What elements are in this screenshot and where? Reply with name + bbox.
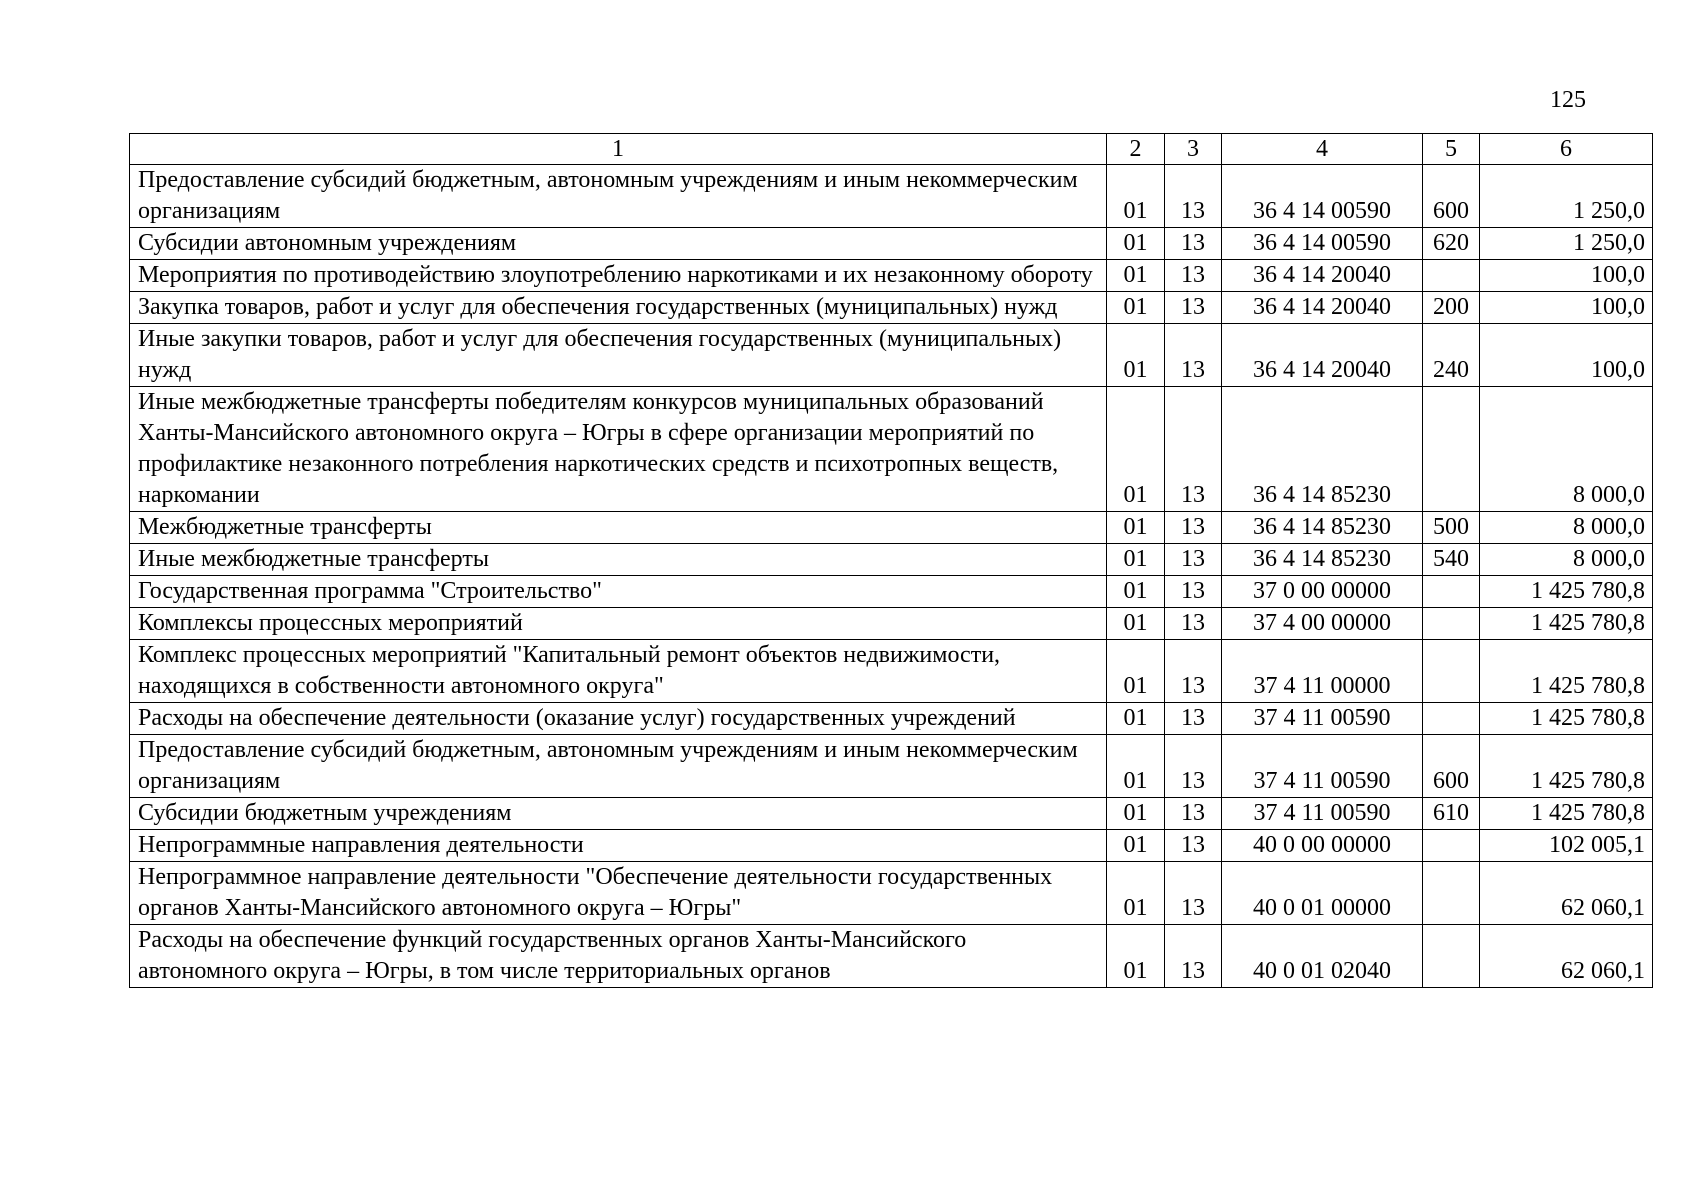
table-row xyxy=(130,324,1653,387)
row-subsection-code: 13 xyxy=(1165,925,1222,988)
column-header-5: 5 xyxy=(1423,134,1480,165)
row-subsection-code: 13 xyxy=(1165,798,1222,830)
row-section-code: 01 xyxy=(1107,735,1165,798)
row-target-code: 36 4 14 20040 xyxy=(1222,292,1423,324)
row-amount: 1 425 780,8 xyxy=(1480,640,1653,703)
row-subsection-code: 13 xyxy=(1165,640,1222,703)
row-subsection-code: 13 xyxy=(1165,260,1222,292)
row-expense-type-code: 620 xyxy=(1423,228,1480,260)
row-amount: 102 005,1 xyxy=(1480,830,1653,862)
row-name: Закупка товаров, работ и услуг для обеспечения государственных (муниципальных) нужд xyxy=(130,292,1107,324)
row-name: Непрограммные направления деятельности xyxy=(130,830,1107,862)
row-target-code: 40 0 00 00000 xyxy=(1222,830,1423,862)
table-row xyxy=(130,640,1653,703)
row-target-code: 40 0 01 02040 xyxy=(1222,925,1423,988)
row-expense-type-code xyxy=(1423,925,1480,988)
row-expense-type-code xyxy=(1423,830,1480,862)
row-expense-type-code xyxy=(1423,387,1480,512)
table-row xyxy=(130,260,1653,292)
row-amount: 1 425 780,8 xyxy=(1480,735,1653,798)
row-amount: 62 060,1 xyxy=(1480,862,1653,925)
column-header-4: 4 xyxy=(1222,134,1423,165)
row-subsection-code: 13 xyxy=(1165,165,1222,228)
row-amount: 8 000,0 xyxy=(1480,544,1653,576)
row-subsection-code: 13 xyxy=(1165,324,1222,387)
column-header-3: 3 xyxy=(1165,134,1222,165)
row-expense-type-code xyxy=(1423,862,1480,925)
row-amount: 1 425 780,8 xyxy=(1480,798,1653,830)
row-name: Расходы на обеспечение функций государственных органов Ханты-Мансийского автономного округа – Югры, в том числе территориальных органов xyxy=(130,925,1107,988)
row-amount: 1 250,0 xyxy=(1480,165,1653,228)
row-expense-type-code xyxy=(1423,703,1480,735)
row-expense-type-code xyxy=(1423,576,1480,608)
row-target-code: 37 4 11 00590 xyxy=(1222,798,1423,830)
row-expense-type-code: 600 xyxy=(1423,735,1480,798)
row-expense-type-code: 540 xyxy=(1423,544,1480,576)
row-section-code: 01 xyxy=(1107,862,1165,925)
row-target-code: 36 4 14 20040 xyxy=(1222,260,1423,292)
row-section-code: 01 xyxy=(1107,925,1165,988)
table-row xyxy=(130,512,1653,544)
row-expense-type-code xyxy=(1423,608,1480,640)
row-amount: 1 425 780,8 xyxy=(1480,576,1653,608)
row-name: Иные закупки товаров, работ и услуг для обеспечения государственных (муниципальных) нужд xyxy=(130,324,1107,387)
column-header-2: 2 xyxy=(1107,134,1165,165)
row-amount: 1 425 780,8 xyxy=(1480,608,1653,640)
table-row xyxy=(130,165,1653,228)
row-name: Комплекс процессных мероприятий "Капитальный ремонт объектов недвижимости, находящихся в собственности автономного округа" xyxy=(130,640,1107,703)
row-section-code: 01 xyxy=(1107,608,1165,640)
page-number: 125 xyxy=(1550,87,1586,113)
row-section-code: 01 xyxy=(1107,544,1165,576)
row-amount: 8 000,0 xyxy=(1480,387,1653,512)
row-section-code: 01 xyxy=(1107,292,1165,324)
row-section-code: 01 xyxy=(1107,640,1165,703)
row-subsection-code: 13 xyxy=(1165,512,1222,544)
row-target-code: 36 4 14 20040 xyxy=(1222,324,1423,387)
row-target-code: 37 0 00 00000 xyxy=(1222,576,1423,608)
row-name: Межбюджетные трансферты xyxy=(130,512,1107,544)
row-target-code: 36 4 14 85230 xyxy=(1222,387,1423,512)
row-target-code: 37 4 11 00590 xyxy=(1222,703,1423,735)
table-row xyxy=(130,292,1653,324)
row-amount: 8 000,0 xyxy=(1480,512,1653,544)
row-name: Комплексы процессных мероприятий xyxy=(130,608,1107,640)
row-target-code: 36 4 14 00590 xyxy=(1222,228,1423,260)
row-section-code: 01 xyxy=(1107,830,1165,862)
row-section-code: 01 xyxy=(1107,703,1165,735)
table-row xyxy=(130,830,1653,862)
row-name: Расходы на обеспечение деятельности (оказание услуг) государственных учреждений xyxy=(130,703,1107,735)
row-section-code: 01 xyxy=(1107,387,1165,512)
table-row xyxy=(130,735,1653,798)
row-name: Предоставление субсидий бюджетным, автономным учреждениям и иным некоммерческим организациям xyxy=(130,165,1107,228)
row-name: Мероприятия по противодействию злоупотреблению наркотиками и их незаконному обороту xyxy=(130,260,1107,292)
table-row xyxy=(130,576,1653,608)
row-subsection-code: 13 xyxy=(1165,735,1222,798)
column-header-1: 1 xyxy=(130,134,1107,165)
row-section-code: 01 xyxy=(1107,228,1165,260)
table-body xyxy=(130,165,1653,988)
table-row xyxy=(130,862,1653,925)
row-name: Субсидии бюджетным учреждениям xyxy=(130,798,1107,830)
row-expense-type-code xyxy=(1423,260,1480,292)
row-amount: 62 060,1 xyxy=(1480,925,1653,988)
row-subsection-code: 13 xyxy=(1165,292,1222,324)
row-target-code: 36 4 14 00590 xyxy=(1222,165,1423,228)
row-target-code: 36 4 14 85230 xyxy=(1222,512,1423,544)
row-section-code: 01 xyxy=(1107,324,1165,387)
row-name: Иные межбюджетные трансферты победителям конкурсов муниципальных образований Ханты-Мансийского автономного округа – Югры в сфере организации мероприятий по профилактике незаконного потребления наркотических средств и психотропных веществ, наркомании xyxy=(130,387,1107,512)
row-name: Субсидии автономным учреждениям xyxy=(130,228,1107,260)
table-row xyxy=(130,608,1653,640)
row-expense-type-code: 200 xyxy=(1423,292,1480,324)
row-subsection-code: 13 xyxy=(1165,608,1222,640)
row-subsection-code: 13 xyxy=(1165,387,1222,512)
row-subsection-code: 13 xyxy=(1165,703,1222,735)
row-subsection-code: 13 xyxy=(1165,862,1222,925)
row-section-code: 01 xyxy=(1107,260,1165,292)
row-expense-type-code: 240 xyxy=(1423,324,1480,387)
row-subsection-code: 13 xyxy=(1165,576,1222,608)
table-row xyxy=(130,387,1653,512)
row-expense-type-code: 500 xyxy=(1423,512,1480,544)
table-row xyxy=(130,544,1653,576)
row-amount: 1 425 780,8 xyxy=(1480,703,1653,735)
row-expense-type-code: 600 xyxy=(1423,165,1480,228)
row-section-code: 01 xyxy=(1107,576,1165,608)
row-subsection-code: 13 xyxy=(1165,544,1222,576)
row-target-code: 36 4 14 85230 xyxy=(1222,544,1423,576)
row-name: Государственная программа "Строительство" xyxy=(130,576,1107,608)
table-row xyxy=(130,703,1653,735)
row-section-code: 01 xyxy=(1107,165,1165,228)
row-target-code: 37 4 11 00000 xyxy=(1222,640,1423,703)
row-subsection-code: 13 xyxy=(1165,830,1222,862)
table-row xyxy=(130,798,1653,830)
row-section-code: 01 xyxy=(1107,798,1165,830)
row-amount: 100,0 xyxy=(1480,292,1653,324)
row-target-code: 40 0 01 00000 xyxy=(1222,862,1423,925)
row-amount: 1 250,0 xyxy=(1480,228,1653,260)
table-header-row xyxy=(130,134,1653,165)
row-name: Предоставление субсидий бюджетным, автономным учреждениям и иным некоммерческим организациям xyxy=(130,735,1107,798)
row-section-code: 01 xyxy=(1107,512,1165,544)
row-name: Иные межбюджетные трансферты xyxy=(130,544,1107,576)
row-amount: 100,0 xyxy=(1480,260,1653,292)
column-header-6: 6 xyxy=(1480,134,1653,165)
row-target-code: 37 4 11 00590 xyxy=(1222,735,1423,798)
row-name: Непрограммное направление деятельности "Обеспечение деятельности государственных органов Ханты-Мансийского автономного округа – Югры" xyxy=(130,862,1107,925)
row-amount: 100,0 xyxy=(1480,324,1653,387)
row-expense-type-code xyxy=(1423,640,1480,703)
row-expense-type-code: 610 xyxy=(1423,798,1480,830)
table-row xyxy=(130,925,1653,988)
row-subsection-code: 13 xyxy=(1165,228,1222,260)
table-row xyxy=(130,228,1653,260)
budget-table xyxy=(129,133,1653,988)
row-target-code: 37 4 00 00000 xyxy=(1222,608,1423,640)
